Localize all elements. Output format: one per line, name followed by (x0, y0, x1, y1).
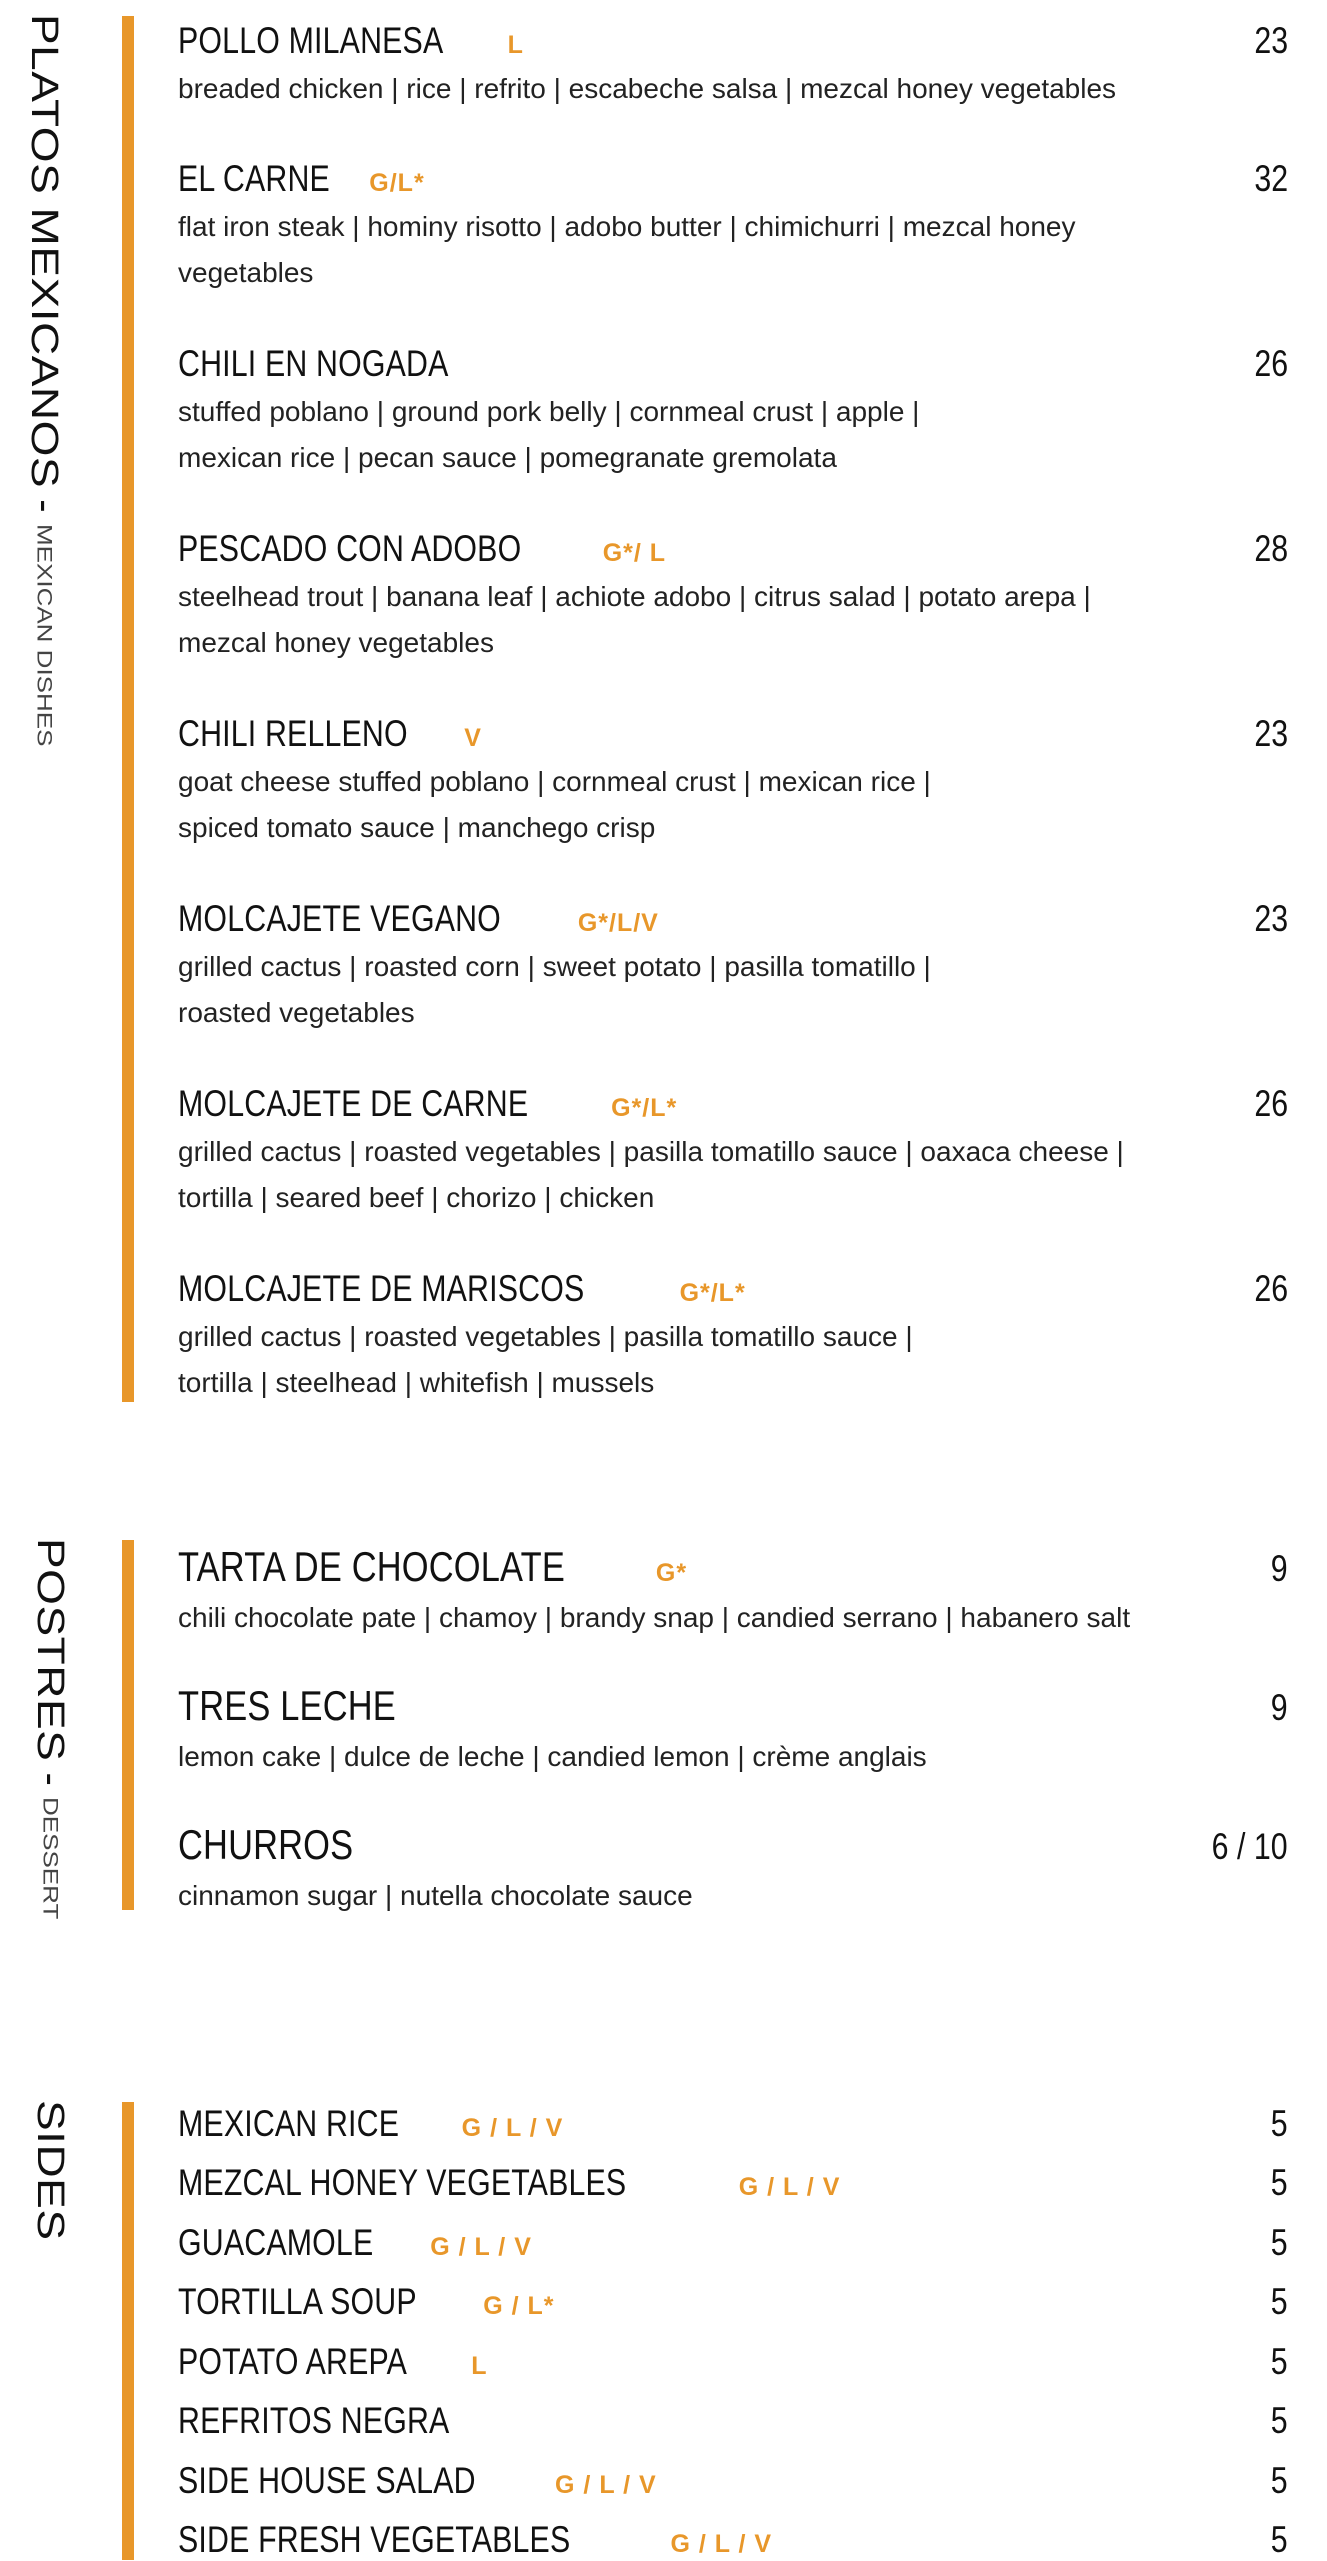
menu-item (178, 1083, 1288, 1221)
mains-section-title (18, 14, 72, 746)
mains-subtitle: MEXICAN DISHES (32, 523, 57, 747)
item-name: PESCADO CON ADOBO (178, 528, 522, 569)
menu-item (178, 898, 1288, 1036)
item-price: 23 (1254, 713, 1288, 754)
item-name: POTATO AREPA (178, 2341, 408, 2382)
item-price: 26 (1254, 343, 1288, 384)
item-name: MOLCAJETE DE MARISCOS (178, 1268, 585, 1309)
item-name: GUACAMOLE (178, 2222, 374, 2263)
dietary-tag: V (464, 724, 482, 752)
side-item (178, 2222, 1288, 2264)
dietary-tag: G / L / V (738, 2173, 841, 2201)
menu-item (178, 1268, 1288, 1406)
item-name: SIDE FRESH VEGETABLES (178, 2519, 571, 2560)
mains-title: PLATOS MEXICANOS (23, 14, 67, 489)
item-price: 23 (1254, 898, 1288, 939)
dietary-tag: G / L / V (670, 2530, 773, 2558)
item-name: MOLCAJETE DE CARNE (178, 1083, 529, 1124)
dietary-tag: L (507, 31, 524, 59)
menu-item (178, 1821, 1288, 1919)
dietary-tag: L (471, 2352, 488, 2380)
menu-item (178, 528, 1288, 666)
side-item (178, 2281, 1288, 2323)
item-price: 5 (1271, 2222, 1288, 2263)
item-description: cinnamon sugar | nutella chocolate sauce (178, 1880, 693, 1911)
dietary-tag: G* (655, 1559, 688, 1587)
mains-title-separator: - (23, 488, 67, 524)
item-name: POLLO MILANESA (178, 20, 444, 61)
item-price: 26 (1254, 1083, 1288, 1124)
item-description: goat cheese stuffed poblano | cornmeal crust | mexican rice | spiced tomato sauce | manchego crisp (178, 766, 931, 843)
desserts-accent-bar (122, 1540, 134, 1910)
item-price: 9 (1271, 1548, 1288, 1589)
item-name: TARTA DE CHOCOLATE (178, 1543, 565, 1590)
item-name: CHILI EN NOGADA (178, 343, 449, 384)
sides-title: SIDES (29, 2100, 73, 2241)
side-item (178, 2460, 1288, 2502)
dietary-tag: G*/L* (679, 1279, 746, 1307)
item-description: grilled cactus | roasted vegetables | pasilla tomatillo sauce | tortilla | steelhead | whitefish | mussels (178, 1321, 913, 1398)
menu-item (178, 343, 1288, 481)
item-description: grilled cactus | roasted corn | sweet potato | pasilla tomatillo | roasted vegetables (178, 951, 931, 1028)
desserts-title: POSTRES (29, 1538, 73, 1762)
desserts-title-separator: - (29, 1761, 73, 1797)
side-item (178, 2162, 1288, 2204)
item-name: REFRITOS NEGRA (178, 2400, 450, 2441)
menu-item (178, 713, 1288, 851)
dietary-tag: G*/L/V (577, 909, 659, 937)
item-description: grilled cactus | roasted vegetables | pasilla tomatillo sauce | oaxaca cheese | tortilla | seared beef | chorizo | chicken (178, 1136, 1124, 1213)
item-description: steelhead trout | banana leaf | achiote adobo | citrus salad | potato arepa | mezcal honey vegetables (178, 581, 1091, 658)
dietary-tag: G / L* (483, 2292, 555, 2320)
menu-item (178, 1543, 1288, 1641)
item-price: 32 (1254, 158, 1288, 199)
item-name: MEXICAN RICE (178, 2103, 400, 2144)
menu-item (178, 20, 1288, 112)
mains-accent-bar (122, 16, 134, 1402)
item-name: SIDE HOUSE SALAD (178, 2460, 476, 2501)
item-price: 5 (1271, 2281, 1288, 2322)
dietary-tag: G*/ L (602, 539, 667, 567)
desserts-section-title (24, 1538, 78, 1919)
item-price: 26 (1254, 1268, 1288, 1309)
side-item (178, 2400, 1288, 2442)
item-price: 5 (1271, 2103, 1288, 2144)
dietary-tag: G*/L* (611, 1094, 678, 1122)
item-price: 28 (1254, 528, 1288, 569)
item-price: 5 (1271, 2519, 1288, 2560)
item-name: MOLCAJETE VEGANO (178, 898, 501, 939)
dietary-tag: G/L* (369, 169, 425, 197)
sides-section-title (24, 2100, 78, 2241)
item-price: 5 (1271, 2162, 1288, 2203)
side-item (178, 2103, 1288, 2145)
desserts-subtitle: DESSERT (38, 1796, 63, 1920)
item-name: CHILI RELLENO (178, 713, 408, 754)
menu-item (178, 1682, 1288, 1780)
item-name: TRES LECHE (178, 1682, 396, 1729)
item-price: 5 (1271, 2341, 1288, 2382)
item-name: TORTILLA SOUP (178, 2281, 417, 2322)
item-description: breaded chicken | rice | refrito | escabeche salsa | mezcal honey vegetables (178, 73, 1117, 104)
item-price: 6 / 10 (1212, 1826, 1288, 1867)
item-description: chili chocolate pate | chamoy | brandy snap | candied serrano | habanero salt (178, 1602, 1131, 1633)
item-name: MEZCAL HONEY VEGETABLES (178, 2162, 627, 2203)
item-price: 5 (1271, 2460, 1288, 2501)
item-price: 5 (1271, 2400, 1288, 2441)
dietary-tag: G / L / V (461, 2114, 564, 2142)
item-name: CHURROS (178, 1821, 354, 1868)
item-description: stuffed poblano | ground pork belly | cornmeal crust | apple | mexican rice | pecan sauce | pomegranate gremolata (178, 396, 920, 473)
item-price: 23 (1254, 20, 1288, 61)
side-item (178, 2519, 1288, 2561)
item-description: lemon cake | dulce de leche | candied lemon | crème anglais (178, 1741, 927, 1772)
side-item (178, 2341, 1288, 2383)
sides-accent-bar (122, 2102, 134, 2560)
item-name: EL CARNE (178, 158, 330, 199)
menu-item (178, 158, 1288, 296)
dietary-tag: G / L / V (430, 2233, 532, 2261)
dietary-tag: G / L / V (555, 2471, 657, 2499)
item-price: 9 (1271, 1687, 1288, 1728)
item-description: flat iron steak | hominy risotto | adobo butter | chimichurri | mezcal honey vegetables (178, 211, 1076, 288)
